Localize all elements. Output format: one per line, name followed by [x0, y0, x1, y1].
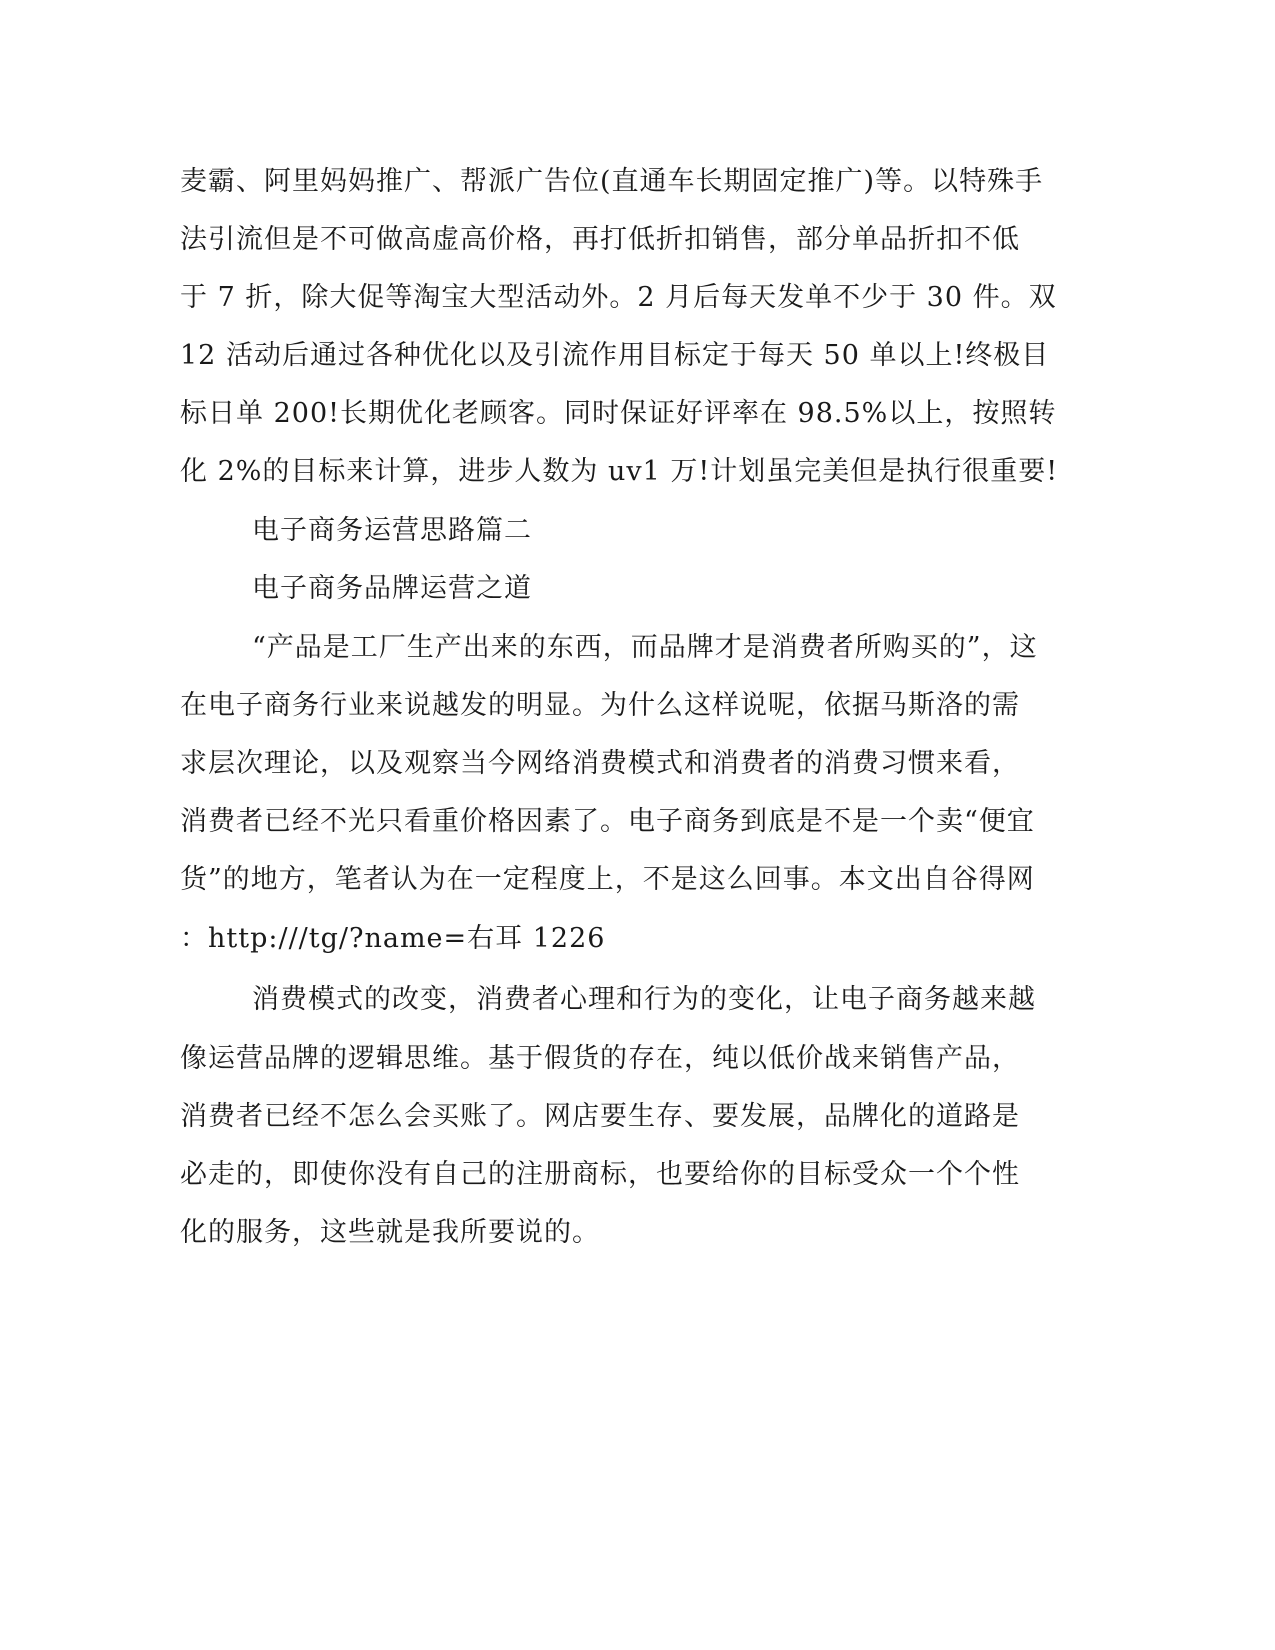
paragraph-line: 法引流但是不可做高虚高价格，再打低折扣销售，部分单品折扣不低 — [180, 224, 1020, 255]
paragraph-line: 于 7 折，除大促等淘宝大型活动外。2 月后每天发单不少于 30 件。双 — [180, 282, 1057, 313]
section-subheading: 电子商务品牌运营之道 — [252, 573, 532, 604]
paragraph-line: 在电子商务行业来说越发的明显。为什么这样说呢，依据马斯洛的需 — [180, 690, 1020, 721]
paragraph-line: 像运营品牌的逻辑思维。基于假货的存在，纯以低价战来销售产品， — [180, 1043, 1020, 1074]
paragraph-line: “产品是工厂生产出来的东西，而品牌才是消费者所购买的”，这 — [252, 632, 1038, 663]
paragraph-line: 求层次理论，以及观察当今网络消费模式和消费者的消费习惯来看， — [180, 748, 1020, 779]
section-heading: 电子商务运营思路篇二 — [252, 515, 532, 546]
paragraph-line: 化 2%的目标来计算，进步人数为 uv1 万!计划虽完美但是执行很重要! — [180, 456, 1059, 487]
paragraph-line: 麦霸、阿里妈妈推广、帮派广告位(直通车长期固定推广)等。以特殊手 — [180, 166, 1044, 197]
paragraph-line: 标日单 200!长期优化老顾客。同时保证好评率在 98.5%以上，按照转 — [180, 398, 1057, 429]
source-link-line: ：http:///tg/?name=右耳 1226 — [180, 923, 606, 954]
paragraph-line: 消费模式的改变，消费者心理和行为的变化，让电子商务越来越 — [252, 984, 1036, 1015]
paragraph-line: 消费者已经不光只看重价格因素了。电子商务到底是不是一个卖“便宜 — [180, 806, 1035, 837]
paragraph-line: 货”的地方，笔者认为在一定程度上，不是这么回事。本文出自谷得网 — [180, 864, 1035, 895]
paragraph-line: 消费者已经不怎么会买账了。网店要生存、要发展，品牌化的道路是 — [180, 1101, 1020, 1132]
paragraph-line: 12 活动后通过各种优化以及引流作用目标定于每天 50 单以上!终极目 — [180, 340, 1050, 371]
paragraph-line: 必走的，即使你没有自己的注册商标，也要给你的目标受众一个个性 — [180, 1159, 1020, 1190]
paragraph-line: 化的服务，这些就是我所要说的。 — [180, 1217, 600, 1248]
